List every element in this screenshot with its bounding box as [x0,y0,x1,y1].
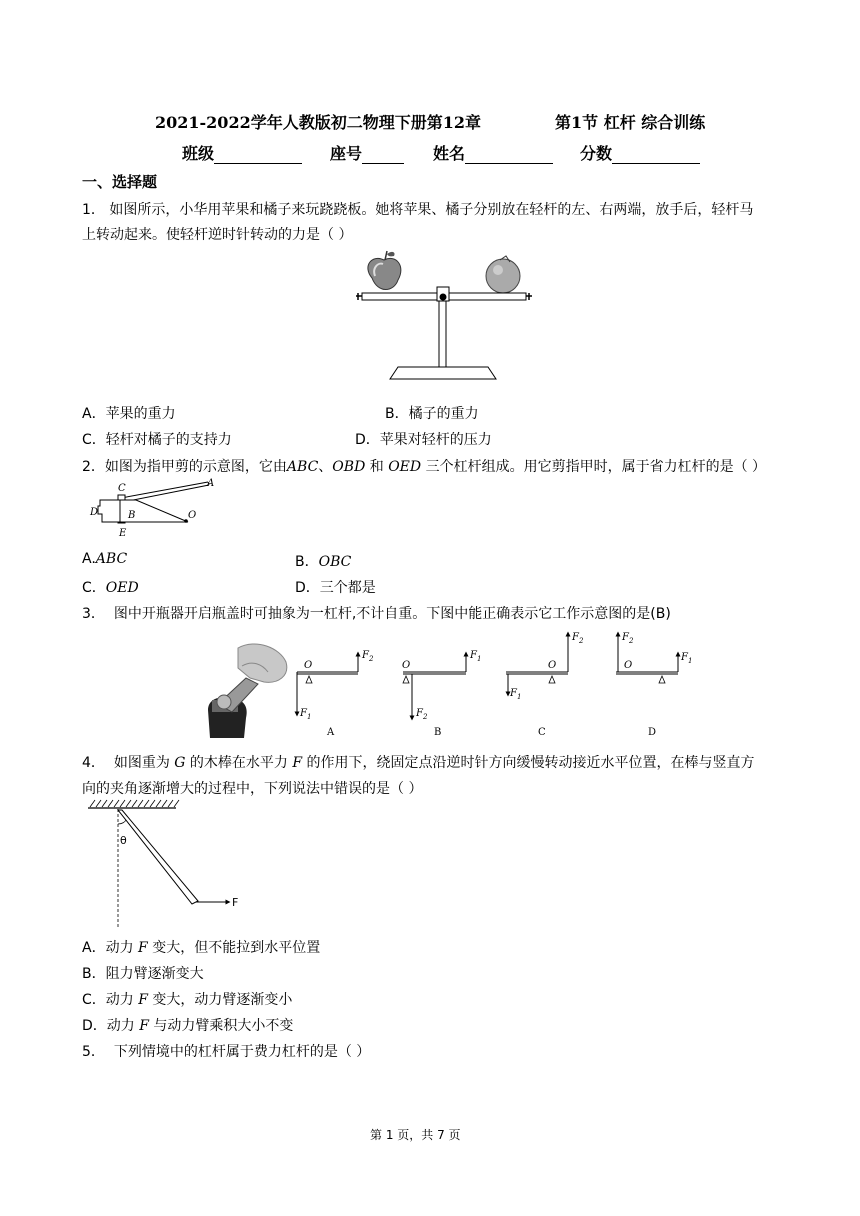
diagram-a-o: O [304,660,313,671]
q4-option-c-f: F [138,992,148,1008]
field-score-label: 分数 [580,144,613,163]
diagram-c-f2: F [572,632,579,643]
q3-text: 图中开瓶器开启瓶盖时可抽象为一杠杆,不计自重。下图中能正确表示它工作示意图的是(B) [113,606,671,622]
diagram-b-o: O [402,660,411,671]
q2-text-post: 三个杠杆组成。用它剪指甲时，属于省力杠杆的是（ ） [425,459,767,475]
svg-text:F1 [299,708,311,721]
q4-option-a-f: F [138,940,148,956]
q2-text-pre: 如图为指甲剪的示意图，它由 [104,459,287,475]
q4-option-a[interactable] [82,937,320,957]
q2-option-a-value: ABC [95,551,128,567]
diagram-a-f2: F [362,650,369,661]
field-seat [330,141,404,164]
q4-option-a-text2: 变大，但不能拉到水平位置 [152,940,321,956]
diagram-b-label: B [434,727,442,738]
diagram-d-f2: F [622,632,629,643]
q1-option-c[interactable]: C．轻杆对橘子的支持力 [82,432,232,448]
q1-option-b[interactable]: B．橘子的重力 [385,406,479,422]
q2-number: 2． [82,459,105,475]
q2-oed: OED [388,459,422,475]
q3-line [82,603,671,623]
diagram-c-label: C [538,727,546,738]
q4-line1 [82,752,755,772]
q2-option-c-prefix: C． [82,580,106,596]
q4-number: 4． [82,755,105,771]
field-class-label: 班级 [182,144,215,163]
nail-clipper-figure [88,478,223,540]
q2-obd: OBD [332,459,366,475]
diagram-c-f1: F [510,688,517,699]
q4-option-d-f: F [139,1018,149,1034]
q2-option-d[interactable]: D．三个都是 [295,580,376,596]
diagram-d [616,632,692,738]
diagram-a-f1-sub: 1 [306,713,312,721]
diagram-d-f1-sub: 1 [687,657,693,665]
diagram-a-label: A [327,727,335,738]
label-o: O [188,510,197,521]
field-seat-blank[interactable] [362,163,404,164]
q4-text-c: 的作用下，绕固定点沿逆时针方向缓慢转动接近水平位置，在棒与竖直方 [306,755,755,771]
q5-number: 5． [82,1044,105,1060]
q5-line [82,1041,370,1061]
diagram-b [402,650,481,738]
diagram-d-f1: F [681,652,688,663]
title-right: 第1节 杠杆 综合训练 [555,113,706,132]
q3-number: 3． [82,606,105,622]
field-name-label: 姓名 [433,144,466,163]
diagram-c-o: O [548,660,557,671]
field-name [433,141,553,164]
q4-option-d-text2: 与动力臂乘积大小不变 [153,1018,294,1034]
q2-option-b-prefix: B． [295,554,319,570]
q4-text-b: 的木棒在水平力 [189,755,288,771]
svg-text:F1 [469,650,481,663]
field-seat-label: 座号 [330,144,363,163]
q2-and: 和 [369,459,384,475]
page-footer: 第 1 页，共 7 页 [370,1128,461,1142]
diagram-c [506,632,584,738]
field-score-blank[interactable] [612,163,700,164]
svg-text:F2 [571,632,584,645]
field-class-blank[interactable] [214,163,302,164]
svg-text:F1 [509,688,521,701]
q2-option-c[interactable] [82,577,139,597]
q5-text: 下列情境中的杠杆属于费力杠杆的是（ ） [113,1044,371,1060]
q4-g: G [174,755,186,771]
seesaw-figure [350,248,540,383]
q4-option-d-text1: D．动力 [82,1018,135,1034]
diagram-a [297,650,374,738]
diagram-b-f1-sub: 1 [476,655,482,663]
title-left: 2021-2022学年人教版初二物理下册第12章 [155,113,481,132]
label-c: C [118,483,126,494]
diagram-c-f1-sub: 1 [516,693,522,701]
field-name-blank[interactable] [465,163,553,164]
q4-option-c-text1: C．动力 [82,992,134,1008]
q1-line2: 上转动起来。使轻杆逆时针转动的力是（ ） [82,227,353,243]
diagram-d-o: O [624,660,633,671]
section-heading: 一、选择题 [82,173,158,191]
svg-text:F1 [680,652,692,665]
q2-option-c-value: OED [105,580,139,596]
diagram-d-label: D [648,727,657,738]
q1-option-d[interactable]: D．苹果对轻杆的压力 [355,432,492,448]
q4-line2: 向的夹角逐渐增大的过程中，下列说法中错误的是（ ） [82,781,423,797]
q2-line [82,456,766,476]
orange-icon [486,256,520,293]
q4-option-c[interactable] [82,989,292,1009]
page-title [155,110,481,133]
diagram-b-f2: F [416,708,423,719]
lever-diagrams [290,628,710,740]
q1-text1: 如图所示，小华用苹果和橘子来玩跷跷板。她将苹果、橘子分别放在轻杆的左、右两端，放手后，轻杆马 [109,202,754,218]
q4-option-c-text2: 变大，动力臂逐渐变小 [152,992,293,1008]
diagram-c-f2-sub: 2 [578,637,584,645]
page-subtitle [555,110,705,133]
diagram-d-f2-sub: 2 [628,637,634,645]
q4-f: F [292,755,303,771]
label-a: A [207,478,215,489]
label-d: D [90,507,99,518]
label-b: B [128,510,136,521]
q4-text-a: 如图重为 [113,755,170,771]
bottle-opener-photo [198,638,290,738]
q4-option-a-text1: A．动力 [82,940,134,956]
svg-text:F2 [415,708,428,721]
q2-option-a-prefix: A. [82,551,96,567]
svg-text:F2 [361,650,374,663]
diagram-b-f2-sub: 2 [422,713,428,721]
q2-option-b-value: OBC [318,554,352,570]
q1-option-a[interactable]: A．苹果的重力 [82,406,176,422]
q2-abc: ABC [286,459,319,475]
q4-option-b[interactable]: B．阻力臂逐渐变大 [82,966,204,982]
label-e: E [119,528,127,539]
field-score [580,141,700,164]
q1-line1 [82,199,753,219]
force-label: F [232,896,239,909]
diagram-a-f2-sub: 2 [368,655,374,663]
diagram-a-f1: F [300,708,307,719]
theta-label: θ [120,834,127,847]
svg-text:F2 [621,632,634,645]
q4-option-d[interactable] [82,1015,293,1035]
q2-sep: 、 [318,459,333,475]
q2-option-b[interactable] [295,551,351,571]
diagram-b-f1: F [470,650,477,661]
apple-icon [368,251,401,290]
q2-option-a[interactable] [82,551,127,567]
q1-number: 1． [82,202,105,218]
rotating-rod-figure [86,800,246,932]
field-class [182,141,302,164]
